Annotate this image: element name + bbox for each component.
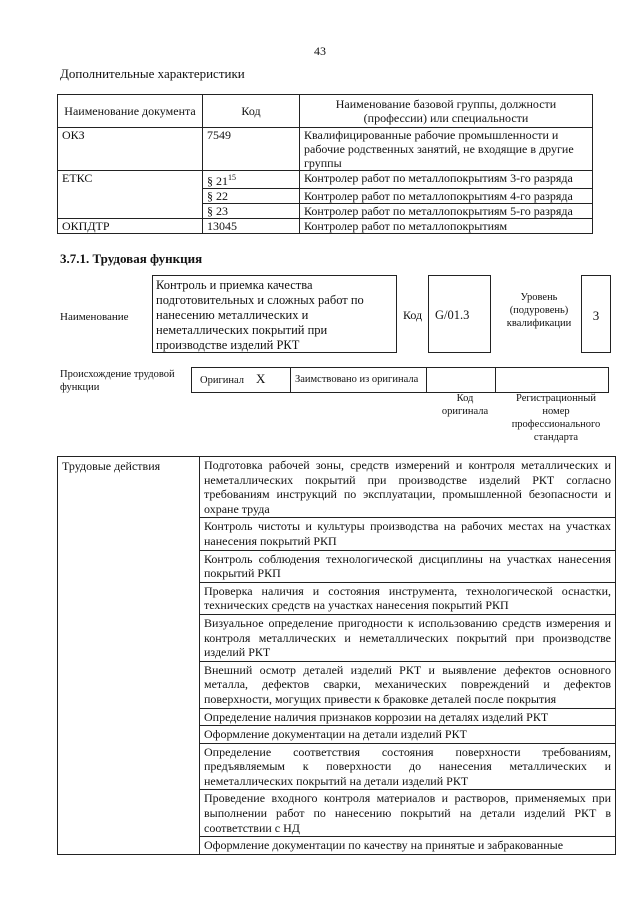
table-cell: Контролер работ по металлопокрытиям 5-го разряда: [300, 204, 593, 219]
table-row: [58, 128, 593, 171]
table-cell: § 22: [203, 189, 300, 204]
function-heading: 3.7.1. Трудовая функция: [60, 251, 203, 266]
original-label: Оригинал: [200, 375, 244, 386]
table-cell: ЕТКС: [58, 171, 203, 219]
table-cell: ОКЗ: [58, 128, 203, 171]
table-cell: § 23: [203, 204, 300, 219]
table-cell: [496, 368, 609, 393]
list-item: Проверка наличия и состояния инструмента, технологической оснастки, технических средств на участках нанесения покрытий РКП: [200, 582, 616, 614]
classification-table: [57, 94, 593, 234]
table-cell: ОКПДТР: [58, 219, 203, 234]
code-original-caption: Код оригинала: [441, 393, 489, 417]
labor-actions-table: [57, 456, 616, 855]
table-cell: Контролер работ по металлопокрытиям: [300, 219, 593, 234]
level-box: 3: [581, 275, 611, 353]
actions-label: Трудовые действия: [58, 457, 200, 855]
list-item: Контроль чистоты и культуры производства на рабочих местах на участках нанесения покрытий РКП: [200, 518, 616, 550]
list-item: Оформление документации по качеству на принятые и забракованные: [200, 837, 616, 855]
page-number: 43: [314, 44, 326, 58]
name-label: Наименование: [60, 311, 129, 323]
table-header-row: [58, 95, 593, 128]
function-name-box: Контроль и приемка качества подготовительных и сложных работ по нанесению металлических и неметаллических покрытий при производстве изделий РКТ: [152, 275, 397, 353]
list-item: Внешний осмотр деталей изделий РКТ и выявление дефектов основного металла, дефектов сварки, механических повреждений и дефектов поверхности, могущих привести к браковке деталей после покрытия: [200, 661, 616, 708]
column-header: Наименование документа: [58, 95, 203, 128]
table-cell: Заимствовано из оригинала: [291, 368, 427, 393]
table-cell: [203, 171, 300, 189]
reg-number-caption: Регистрационный номер профессионального стандарта: [511, 393, 601, 443]
level-label: Уровень (подуровень) квалификации: [506, 292, 572, 329]
table-cell: Контролер работ по металлопокрытиям 3-го разряда: [300, 171, 593, 189]
origin-table: [191, 367, 609, 393]
table-cell: Квалифицированные рабочие промышленности и рабочие родственных занятий, не входящие в другие группы: [300, 128, 593, 171]
column-header: Код: [203, 95, 300, 128]
table-row: [58, 219, 593, 234]
table-row: [58, 457, 616, 518]
list-item: Подготовка рабочей зоны, средств измерений и контроля металлических и неметаллических покрытий при производстве изделий РКТ согласно требованиям инструкций по эксплуатации, промышленной безопасности и охране труда: [200, 457, 616, 518]
list-item: Визуальное определение пригодности к использованию средств измерения и контроля металлических и неметаллических покрытий при производстве изделий РКТ: [200, 614, 616, 661]
original-mark: X: [256, 371, 266, 386]
section-title: Дополнительные характеристики: [60, 66, 245, 81]
list-item: Проведение входного контроля материалов и растворов, применяемых при выполнении работ по нанесению покрытий на детали изделий РКТ в соответствии с НД: [200, 790, 616, 837]
table-cell: Контролер работ по металлопокрытиям 4-го разряда: [300, 189, 593, 204]
code-text: § 21: [207, 174, 228, 188]
code-superscript: 15: [228, 173, 236, 182]
code-label: Код: [403, 308, 423, 322]
list-item: Определение наличия признаков коррозии на деталях изделий РКТ: [200, 708, 616, 726]
table-row: [192, 368, 609, 393]
column-header: Наименование базовой группы, должности (профессии) или специальности: [300, 95, 593, 128]
table-cell: 13045: [203, 219, 300, 234]
list-item: Определение соответствия состояния поверхности требованиям, предъявляемым к поверхности до нанесения металлических и неметаллических покрытий на детали изделий РКТ: [200, 743, 616, 790]
list-item: Контроль соблюдения технологической дисциплины на участках нанесения покрытий РКП: [200, 550, 616, 582]
function-code-box: G/01.3: [428, 275, 491, 353]
table-cell: [427, 368, 496, 393]
list-item: Оформление документации на детали изделий РКТ: [200, 726, 616, 744]
origin-label: Происхождение трудовой функции: [60, 369, 175, 393]
table-cell: [192, 368, 291, 393]
table-cell: 7549: [203, 128, 300, 171]
table-row: [58, 171, 593, 189]
